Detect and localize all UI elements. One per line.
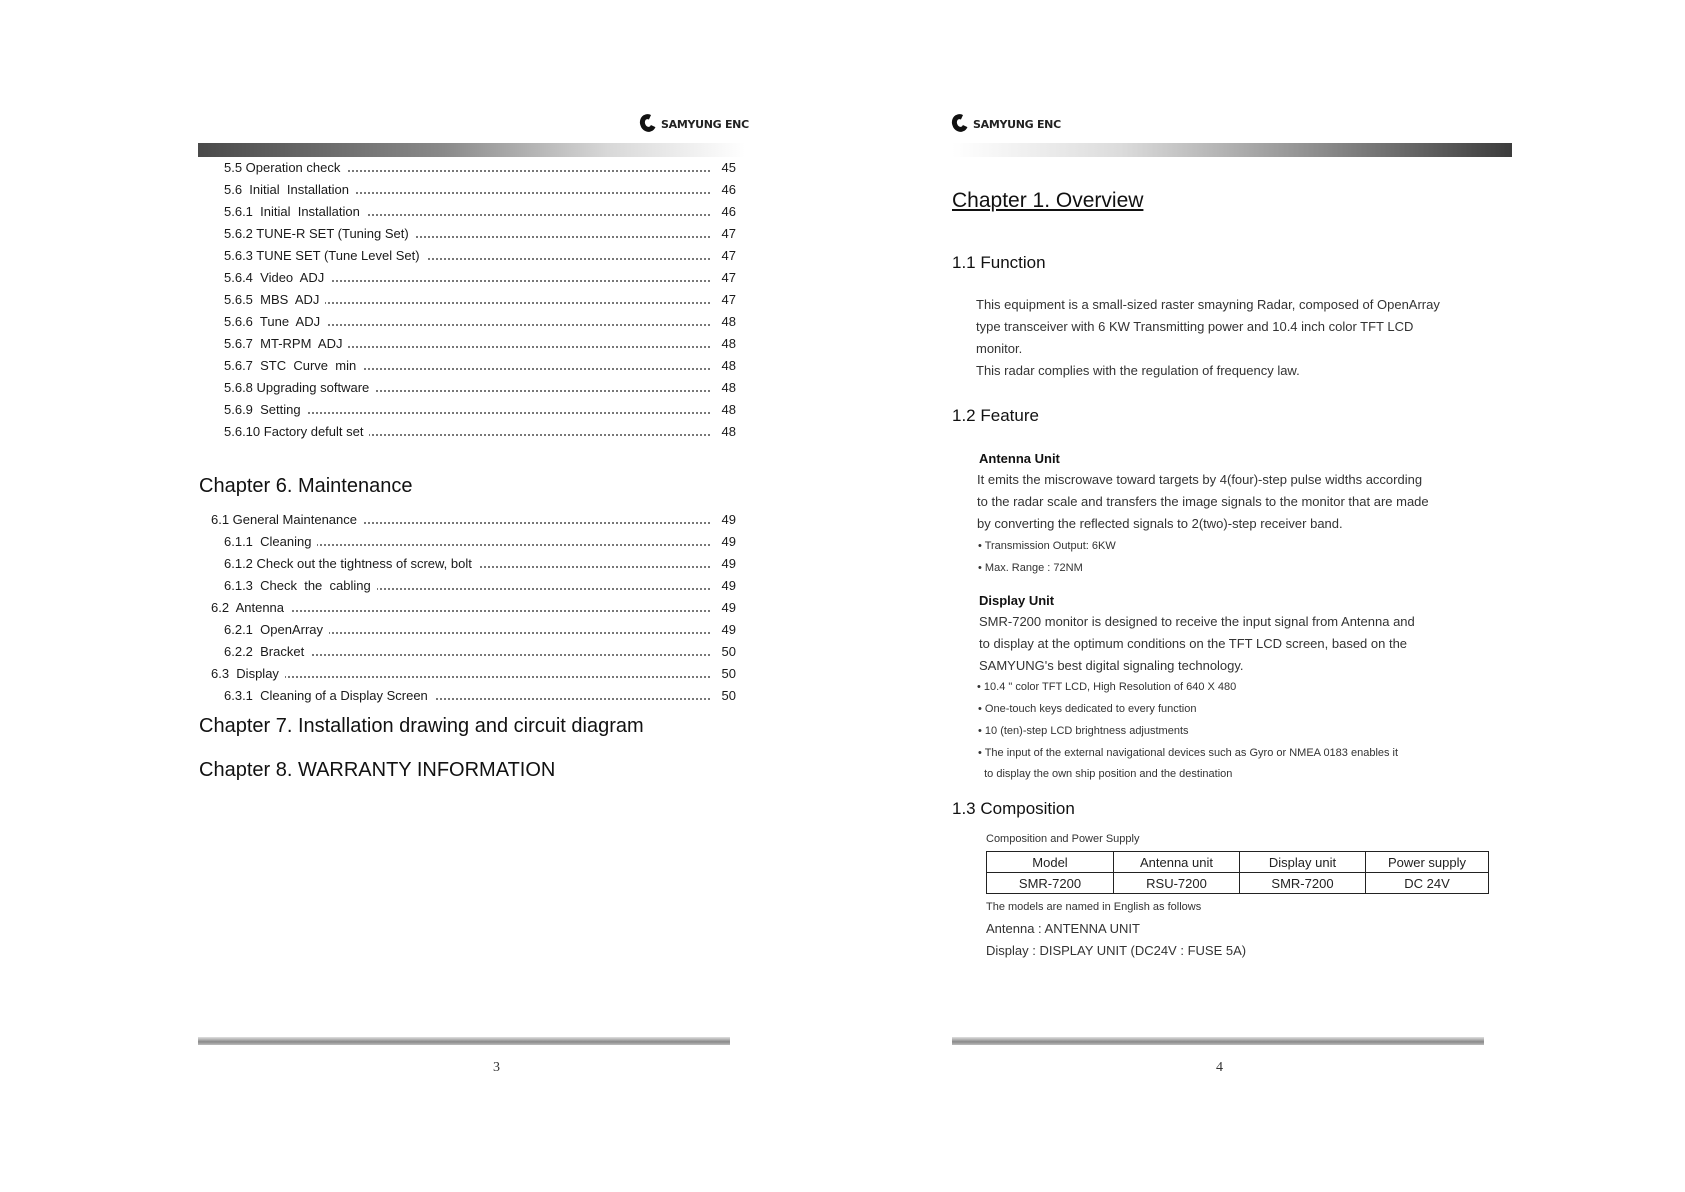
toc-entry-page: 48 — [721, 380, 736, 395]
composition-heading: 1.3 Composition — [952, 799, 1075, 818]
paragraph-line: monitor. — [976, 341, 1023, 356]
toc-entry-page: 49 — [721, 600, 736, 615]
right-page — [842, 0, 1685, 1192]
antenna-unit-heading: Antenna Unit — [979, 451, 1060, 466]
chapter-8-heading: Chapter 8. WARRANTY INFORMATION — [199, 759, 556, 781]
toc-entry-page: 48 — [721, 314, 736, 329]
toc-entry-page: 47 — [721, 270, 736, 285]
table-header-cell: Display unit — [1240, 852, 1366, 873]
table-header-cell: Model — [987, 852, 1114, 873]
antenna-paragraph — [977, 469, 1529, 535]
toc-entry-page: 50 — [721, 644, 736, 659]
toc-entry — [0, 378, 842, 398]
toc-entry-label: 6.3 Display — [211, 664, 285, 684]
toc-entry-page: 47 — [721, 226, 736, 241]
toc-entry-label: 6.3.1 Cleaning of a Display Screen — [224, 686, 434, 706]
toc-entry — [0, 334, 842, 354]
left-page — [0, 0, 842, 1192]
feature-heading: 1.2 Feature — [952, 406, 1039, 425]
toc-entry-label: 5.5 Operation check — [224, 158, 346, 178]
toc-leader-dots — [211, 676, 710, 678]
bullet-item: • 10 (ten)-step LCD brightness adjustments — [978, 725, 1189, 737]
display-name-line: Display : DISPLAY UNIT (DC24V : FUSE 5A) — [986, 943, 1247, 958]
toc-entry-page: 50 — [721, 688, 736, 703]
paragraph-line: to the radar scale and transfers the image signals to the monitor that are made — [977, 494, 1429, 509]
toc-entry-label: 5.6.7 STC Curve min — [224, 356, 362, 376]
toc-entry — [0, 180, 842, 200]
toc-entry-page: 45 — [721, 160, 736, 175]
header-bar — [952, 143, 1512, 157]
paragraph-line: by converting the reflected signals to 2(two)-step receiver band. — [977, 516, 1343, 531]
toc-entry — [0, 422, 842, 442]
paragraph-line: It emits the miscrowave toward targets by 4(four)-step pulse widths according — [977, 472, 1423, 487]
samyung-logo — [640, 114, 749, 134]
toc-entry-page: 49 — [721, 578, 736, 593]
toc-entry — [0, 356, 842, 376]
table-cell: SMR-7200 — [987, 873, 1114, 894]
toc-entry — [0, 620, 842, 640]
toc-entry — [0, 576, 842, 596]
paragraph-line: This radar complies with the regulation of frequency law. — [976, 363, 1300, 378]
antenna-name-line: Antenna : ANTENNA UNIT — [986, 921, 1140, 936]
toc-entry — [0, 268, 842, 288]
footer-bar — [198, 1037, 730, 1045]
paragraph-line: type transceiver with 6 KW Transmitting power and 10.4 inch color TFT LCD — [976, 319, 1414, 334]
toc-entry-page: 46 — [721, 204, 736, 219]
toc-entry-label: 6.1.1 Cleaning — [224, 532, 317, 552]
toc-entry — [0, 202, 842, 222]
toc-entry — [0, 598, 842, 618]
toc-entry-label: 5.6.3 TUNE SET (Tune Level Set) — [224, 246, 426, 266]
toc-entry-label: 5.6.5 MBS ADJ — [224, 290, 325, 310]
bullet-item: • 10.4 " color TFT LCD, High Resolution of 640 X 480 — [977, 681, 1237, 693]
toc-entry-label: 5.6 Initial Installation — [224, 180, 355, 200]
toc-entry — [0, 510, 842, 530]
table-header-cell: Power supply — [1366, 852, 1489, 873]
toc-entry-page: 48 — [721, 402, 736, 417]
header-bar — [198, 143, 745, 157]
paragraph-line: This equipment is a small-sized raster smayning Radar, composed of OpenArray — [976, 297, 1440, 312]
toc-entry-page: 49 — [721, 556, 736, 571]
toc-entry-label: 5.6.6 Tune ADJ — [224, 312, 326, 332]
composition-table — [986, 851, 1489, 894]
toc-entry-page: 46 — [721, 182, 736, 197]
toc-entry-label: 6.1.2 Check out the tightness of screw, bolt — [224, 554, 478, 574]
logo-text: SAMYUNG ENC — [661, 117, 749, 131]
toc-entry-page: 48 — [721, 336, 736, 351]
toc-entry-label: 6.2.2 Bracket — [224, 642, 310, 662]
paragraph-line: SAMYUNG's best digital signaling technology. — [979, 658, 1244, 673]
toc-entry — [0, 554, 842, 574]
display-unit-heading: Display Unit — [979, 593, 1055, 608]
toc-entry-label: 6.2 Antenna — [211, 598, 290, 618]
function-heading: 1.1 Function — [952, 253, 1046, 272]
function-paragraph — [976, 294, 1528, 382]
chapter-6-heading: Chapter 6. Maintenance — [199, 475, 413, 497]
toc-entry-label: 6.1.3 Check the cabling — [224, 576, 377, 596]
samyung-logo-icon — [640, 114, 658, 134]
toc-entry-label: 6.1 General Maintenance — [211, 510, 363, 530]
toc-entry-page: 49 — [721, 622, 736, 637]
samyung-logo-icon — [952, 114, 970, 134]
toc-entry — [0, 664, 842, 684]
page-number: 3 — [493, 1060, 500, 1075]
bullet-item: • Max. Range : 72NM — [978, 562, 1083, 574]
table-cell: DC 24V — [1366, 873, 1489, 894]
toc-entry — [0, 532, 842, 552]
table-header-row — [987, 852, 1489, 873]
toc-entry — [0, 686, 842, 706]
toc-entry-label: 5.6.7 MT-RPM ADJ — [224, 334, 348, 354]
bullet-item: • Transmission Output: 6KW — [978, 540, 1116, 552]
samyung-logo — [952, 114, 1061, 134]
table-header-cell: Antenna unit — [1114, 852, 1240, 873]
toc-entry — [0, 312, 842, 332]
toc-entry-label: 5.6.8 Upgrading software — [224, 378, 375, 398]
bullet-item: • The input of the external navigational devices such as Gyro or NMEA 0183 enables it — [978, 747, 1399, 759]
table-row — [987, 873, 1489, 894]
chapter-7-heading: Chapter 7. Installation drawing and circuit diagram — [199, 715, 644, 737]
toc-entry-label: 5.6.10 Factory defult set — [224, 422, 369, 442]
toc-entry-label: 5.6.1 Initial Installation — [224, 202, 366, 222]
table-cell: RSU-7200 — [1114, 873, 1240, 894]
models-note: The models are named in English as follows — [986, 901, 1202, 913]
toc-entry-label: 5.6.4 Video ADJ — [224, 268, 330, 288]
toc-entry — [0, 400, 842, 420]
bullet-item: to display the own ship position and the destination — [978, 768, 1233, 780]
toc-entry — [0, 224, 842, 244]
table-cell: SMR-7200 — [1240, 873, 1366, 894]
toc-entry — [0, 290, 842, 310]
paragraph-line: to display at the optimum conditions on the TFT LCD screen, based on the — [979, 636, 1408, 651]
footer-bar — [952, 1037, 1484, 1045]
toc-entry — [0, 158, 842, 178]
toc-entry-page: 48 — [721, 424, 736, 439]
toc-entry-page: 49 — [721, 534, 736, 549]
toc-entry-label: 5.6.2 TUNE-R SET (Tuning Set) — [224, 224, 415, 244]
chapter-1-heading: Chapter 1. Overview — [952, 189, 1144, 212]
bullet-item: • One-touch keys dedicated to every function — [978, 703, 1197, 715]
toc-entry-page: 47 — [721, 292, 736, 307]
display-paragraph — [979, 611, 1531, 677]
paragraph-line: SMR-7200 monitor is designed to receive the input signal from Antenna and — [979, 614, 1415, 629]
toc-entry — [0, 246, 842, 266]
toc-entry-label: 6.2.1 OpenArray — [224, 620, 329, 640]
toc-entry-page: 49 — [721, 512, 736, 527]
toc-entry-label: 5.6.9 Setting — [224, 400, 307, 420]
toc-entry-page: 47 — [721, 248, 736, 263]
toc-entry — [0, 642, 842, 662]
toc-entry-page: 48 — [721, 358, 736, 373]
logo-text: SAMYUNG ENC — [973, 117, 1061, 131]
page-number: 4 — [1216, 1060, 1223, 1075]
toc-entry-page: 50 — [721, 666, 736, 681]
table-caption: Composition and Power Supply — [986, 833, 1140, 845]
